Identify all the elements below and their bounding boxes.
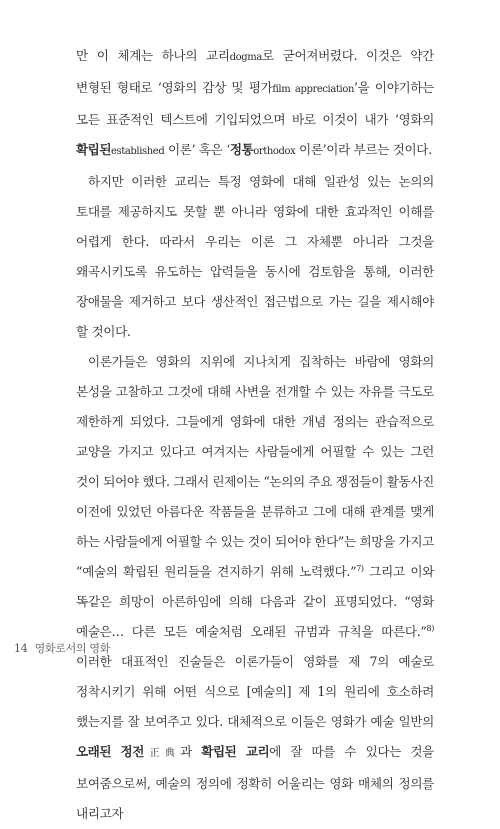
text-run: ’을 이야기하는 모든 표준적인 텍스트에 기입되었으며 바로 이것이 내가 ‘영화의 [76,80,434,127]
gloss-term: film appreciation [272,84,354,95]
emphasized-term: 오래된 정전 [76,744,144,759]
gloss-term: dogma [229,52,262,63]
text-run: 이론가들은 영화의 지위에 지나치게 집착하는 바람에 영화의 본성을 고찰하고 그것에 대해 사변을 전개할 수 있는 자유를 극도로 제한하게 되었다. 그들에게 영화에 대한 개념 정의는 관습적으로 교양을 가지고 있다고 여겨지는 사람들에게 어필할 수 있는 그런 것이 되어야 했다. 그래서 린제이는 “논의의 주요 쟁점들이 활동사진 이전에 있었던 아름다운 작품들을 분류하고 그에 대해 관계를 맺게 하는 사람들에게 어필할 수 있는 것이 되어야 한다”는 희망을 가지고 “예술의 확립된 원리들을 견지하기 위해 노력했다.” [76,354,434,579]
text-run: 이론’ 혹은 ‘ [164,142,230,157]
emphasized-term: 확립된 [76,142,111,157]
page-body [76,41,434,829]
text-run: 에 잘 따를 수 있다는 것을 보여줌으로써, 예술의 정의에 정확히 어울리는 영화 매체의 정의를 내리고자 [76,744,434,821]
text-run: 그리고 이와 똑같은 희망이 아른하임에 의해 다음과 같이 표명되었다. “영화 예술은… 다른 모든 예술처럼 오래된 규범과 규칙을 따른다.” [76,564,434,639]
gloss-term: established [111,146,165,157]
text-run: 이러한 대표적인 진술들은 이론가들이 영화를 제 7의 예술로 정착시키기 위해 어떤 식으로 [예술의] 제 1의 원리에 호소하려 했는지를 잘 보여주고 있다. 대체적으로 이들은 영화가 예술 일반의 [76,654,434,729]
body-paragraph [76,347,434,829]
page-number: 14 [14,642,28,655]
footnote-marker: 8) [426,624,434,633]
gloss-term: 正典 [143,748,181,759]
text-run: 만 이 체계는 하나의 교리 [76,48,230,63]
text-run: 로 굳어져버렸다. 이것은 약간 변형된 형태로 ‘영화의 감상 및 평가 [76,48,434,95]
text-run: 과 [180,744,202,759]
text-run: 이론’이라 부르는 것이다. [295,142,432,157]
body-paragraph [76,167,434,347]
text-run: 하지만 이러한 교리는 특정 영화에 대해 일관성 있는 논의의 토대를 제공하지도 못할 뿐 아니라 영화에 대한 효과적인 이해를 어렵게 한다. 따라서 우리는 이론 그 자체뿐 아니라 그것을 왜곡시키도록 유도하는 압력들을 동시에 검토함을 통해, 이러한 장애물을 제거하고 보다 생산적인 접근법으로 가는 길을 제시해야 할 것이다. [76,174,434,339]
page-footer [14,640,110,656]
emphasized-term: 정통 [229,142,254,157]
emphasized-term: 확립된 교리 [201,744,270,759]
footnote-marker: 7) [356,564,364,573]
body-paragraph [76,41,434,167]
gloss-term: orthodox [253,146,296,157]
running-title: 영화로서의 영화 [34,642,111,655]
